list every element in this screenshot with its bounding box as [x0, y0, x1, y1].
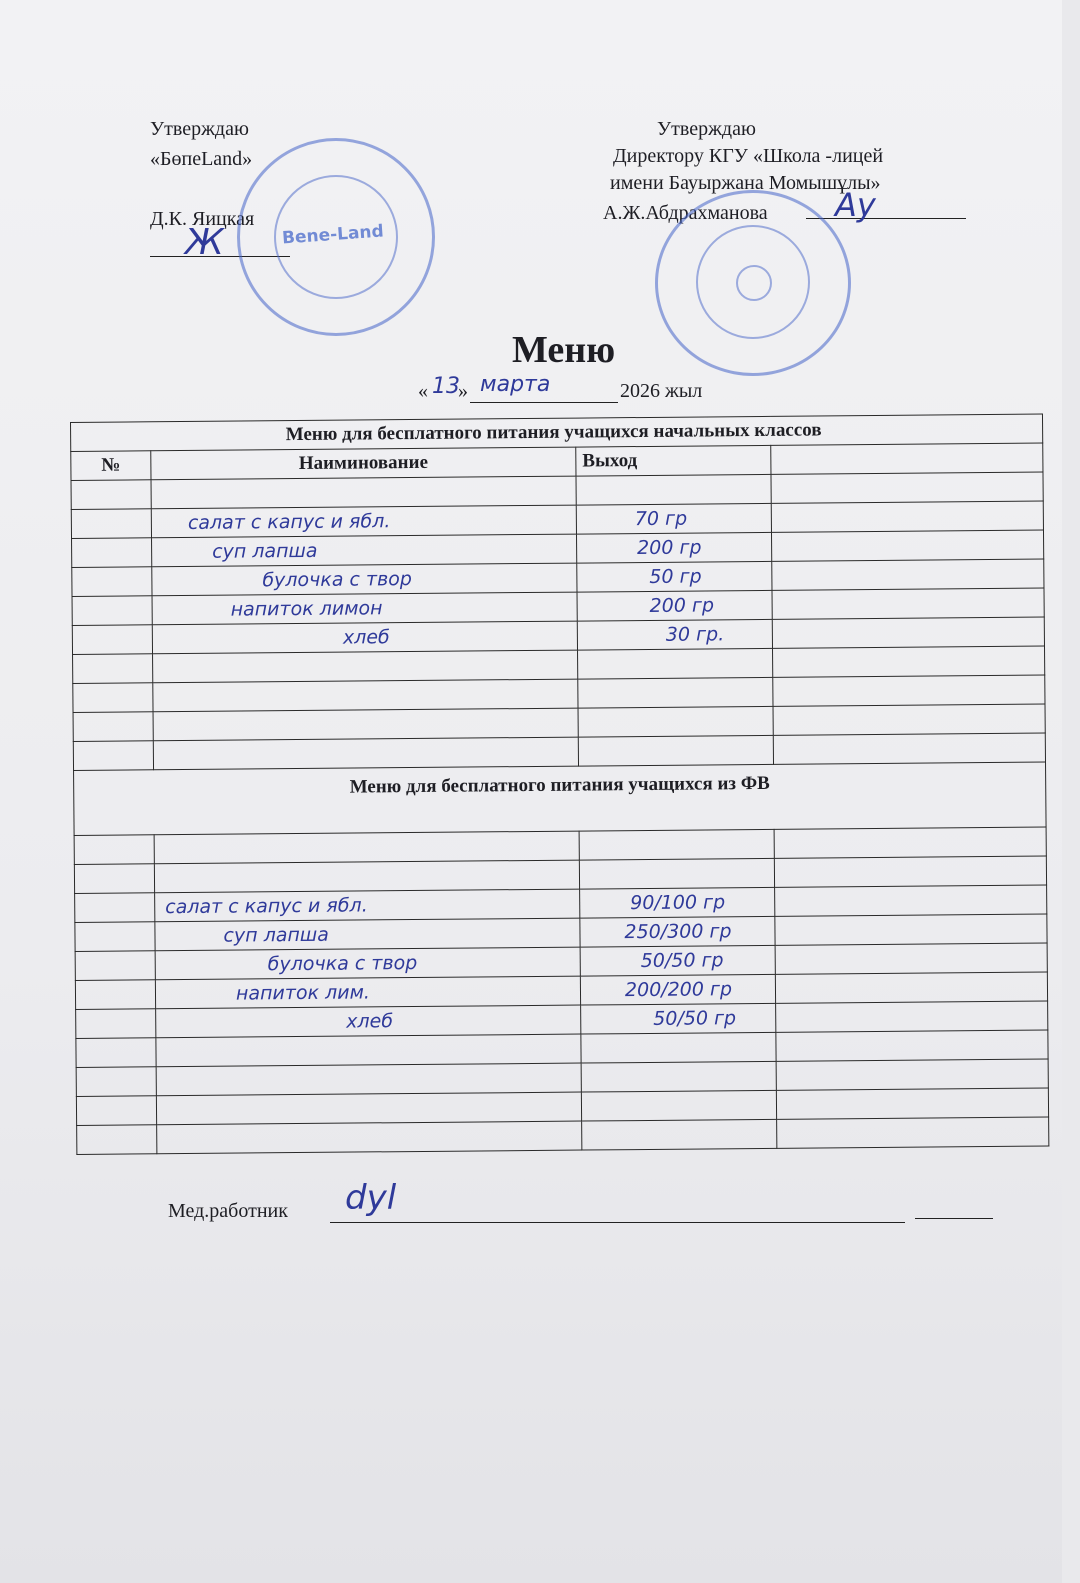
- right-approval-name: А.Ж.Абдрахманова: [603, 202, 768, 224]
- dish-name: хлеб: [156, 1005, 581, 1038]
- dish-name: булочка с твор: [155, 947, 580, 980]
- dish-name: салат с капус и ябл.: [151, 505, 576, 538]
- dish-output: 50/50 гр: [581, 1003, 776, 1034]
- menu-table-primary: [70, 414, 1049, 1155]
- right-approval-label: Утверждаю: [657, 118, 756, 140]
- column-header-number: №: [71, 451, 151, 481]
- dish-output: 200 гр: [577, 590, 772, 621]
- left-approval-name: Д.К. Яицкая: [150, 208, 255, 230]
- right-signature-line: [806, 218, 966, 219]
- left-stamp: [237, 138, 435, 336]
- right-stamp: [655, 190, 851, 376]
- date-open-quote: «: [418, 380, 428, 402]
- footer-label: Мед.работник: [168, 1200, 288, 1222]
- dish-name: хлеб: [152, 621, 577, 654]
- right-approval-line2: имени Бауыржана Момышұлы»: [610, 172, 881, 194]
- dish-name: напиток лим.: [155, 976, 580, 1009]
- dish-output: 30 гр.: [577, 619, 772, 650]
- dish-output: 250/300 гр: [580, 916, 775, 947]
- dish-name: суп лапша: [155, 918, 580, 951]
- emblem-icon: [736, 265, 772, 301]
- dish-name: булочка с твор: [152, 563, 577, 596]
- column-header-name: Наиминование: [151, 447, 576, 480]
- footer-date-line: [915, 1218, 993, 1219]
- left-stamp-text: Bene-Land: [281, 221, 385, 249]
- footer-signature: dyl: [345, 1178, 397, 1218]
- section1-title: Меню для бесплатного питания учащихся начальных классов: [71, 414, 1043, 451]
- right-approval-line1: Директору КГУ «Школа -лицей: [613, 145, 884, 167]
- dish-name: напиток лимон: [152, 592, 577, 625]
- left-signature: Ж: [185, 222, 224, 263]
- dish-output: 50 гр: [577, 561, 772, 592]
- column-header-empty: [771, 443, 1043, 474]
- dish-name: салат с капус и ябл.: [155, 889, 580, 922]
- page-title: Меню: [512, 329, 616, 371]
- date-day: 13: [432, 374, 460, 399]
- right-signature: Ау: [835, 186, 876, 224]
- column-header-output: Выход: [576, 445, 771, 476]
- left-approval-label: Утверждаю: [150, 118, 249, 140]
- dish-output: 200/200 гр: [580, 974, 775, 1005]
- date-month-line: [470, 402, 618, 403]
- footer-signature-line: [330, 1222, 905, 1223]
- dish-name: суп лапша: [152, 534, 577, 567]
- dish-output: 200 гр: [576, 532, 771, 563]
- date-month: марта: [480, 372, 551, 397]
- left-approval-org: «БөпеLand»: [150, 148, 253, 170]
- dish-output: 50/50 гр: [580, 945, 775, 976]
- date-year: 2026 жыл: [620, 380, 703, 402]
- dish-output: 70 гр: [576, 503, 771, 534]
- date-close-quote: »: [458, 380, 468, 402]
- dish-output: 90/100 гр: [580, 887, 775, 918]
- section2-title: Меню для бесплатного питания учащихся из ФВ: [74, 762, 1047, 835]
